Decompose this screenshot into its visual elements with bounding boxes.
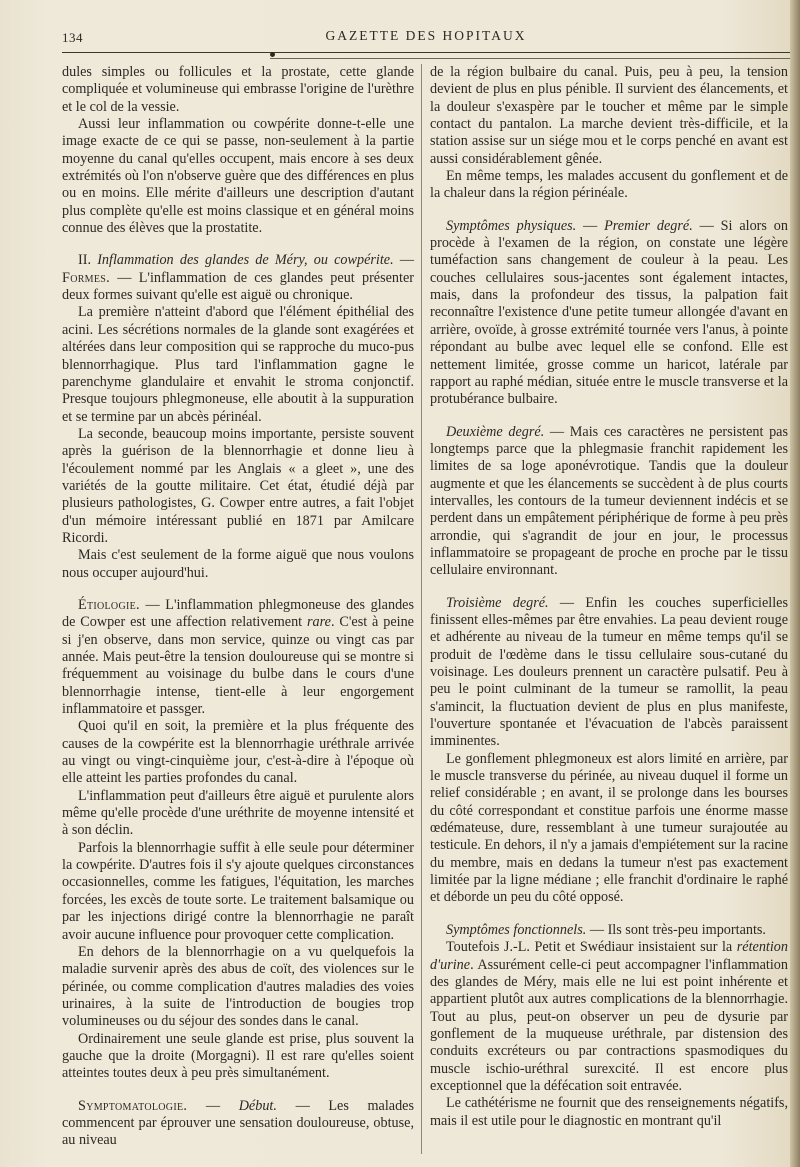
paragraph: Mais c'est seulement de la forme aiguë que nous voulons nous occuper aujourd'hui.: [62, 547, 414, 581]
page-header: [62, 26, 790, 46]
section-heading-paragraph: Étiologie. — L'inflammation phlegmoneuse des glandes de Cowper est une affection relativement rare. C'est à peine si j'en observe, dans mon service, quinze ou vingt cas par année. Mais peut-être la tension douloureuse qui se montre si fréquemment au voisinage du bulbe dans le cours d'une blennorrhagie intense, tient-elle à leur engorgement inflammatoire et passger.: [62, 596, 414, 718]
subsection-label: Début.: [238, 1097, 277, 1114]
paragraph: La première n'atteint d'abord que l'élément épithélial des acini. Les sécrétions normales de la glande sont exagérées et altérées dans leur composition qui se rapproche du muco-pus blennorrhagique. Plus tard l'inflammation gagne le parenchyme glandulaire et envahit le stroma conjonctif. Presque toujours phlegmoneuse, elle aboutit à la suppuration et se termine par un abcès périnéal.: [62, 304, 414, 425]
page-edge-shadow: [790, 0, 800, 1167]
paragraph: L'inflammation peut d'ailleurs être aiguë et purulente alors même qu'elle procède d'une uréthrite de moyenne intensité et à son déclin.: [62, 787, 414, 839]
section-heading-paragraph: Symptômes physiques. — Premier degré. — Si alors on procède à l'examen de la région, on constate une légère tuméfaction sans changement de couleur à la peau. Les couches cellulaires sous-jacentes sont également intactes, mais, dans la profondeur des tissus, la palpation fait reconnaître l'existence d'une petite tumeur allongée d'avant en arrière, ovoïde, à grosse extrémité tournée vers l'anus, à pointe répondant au bulbe avec lequel elle se confond. Elle est nettement limitée, grosse comme un haricot, latérale par rapport au raphé médian, située entre le muscle transverse et la protubérance bulbaire.: [430, 217, 788, 408]
paragraph: de la région bulbaire du canal. Puis, peu à peu, la tension devient de plus en plus pénible. Il survient des élancements, et la douleur s'exaspère par le toucher et même par le simple contact du pantalon. La marche devient très-difficile, et la station assise sur un siége mou et le corps penché en avant est aussi considérablement gênée.: [430, 64, 788, 167]
section-title: Inflammation des glandes de Méry, ou cowpérite.: [97, 252, 394, 269]
subsection-label: Formes.: [62, 269, 110, 286]
section-heading-paragraph: Symptômes fonctionnels. — Ils sont très-peu importants.: [446, 921, 766, 938]
left-column: [62, 64, 414, 1150]
paragraph: Aussi leur inflammation ou cowpérite donne-t-elle une image exacte de ce qui se passe, non-seulement à la partie moyenne du canal qu'elles occupent, mais encore à ses deux extrémités où l'on n'observe guère que des différences en plus ou en moins. Elle mérite d'ailleurs une description d'autant plus complète qu'elle est moins classique et en général moins connue des élèves que la prostatite.: [62, 116, 414, 237]
section-heading-paragraph: II. Inflammation des glandes de Méry, ou cowpérite. — Formes. — L'inflammation de ces glandes peut présenter deux formes suivant qu'elle est aiguë ou chronique.: [62, 252, 415, 304]
section-heading-paragraph: Troisième degré. — Enfin les couches superficielles finissent elles-mêmes par être envahies. La peau devient rouge et adhérente au niveau de la tumeur en même temps qu'il se produit de l'œdème dans le tissu cellulaire sous-cutané du voisinage. Les douleurs prennent un caractère pulsatif. Peu à peu le point culminant de la tumeur se ramollit, la peau s'amincit, la fluctuation devient de plus en plus manifeste, l'ouverture spontanée et l'évacuation de l'abcès paraissent imminentes.: [430, 594, 788, 750]
right-column: [430, 64, 788, 1130]
paragraph: Ordinairement une seule glande est prise, plus souvent la gauche que la droite (Morgagni). Il est rare qu'elles soient atteintes toutes deux à peu près simultanément.: [62, 1030, 414, 1082]
section-heading-paragraph: Symptomatologie. — Début. — Les malades commencent par éprouver une sensation douloureuse, obtuse, au niveau: [62, 1097, 414, 1149]
header-rule-thin: [270, 58, 790, 59]
subsection-label: Symptômes physiques.: [446, 217, 577, 234]
section-number: II.: [78, 252, 91, 269]
paragraph: dules simples ou follicules et la prostate, cette glande compliquée et volumineuse qui embrasse l'origine de l'urèthre et le col de la vessie.: [62, 64, 414, 115]
running-title: GAZETTE DES HOPITAUX: [325, 28, 527, 43]
column-divider: [421, 64, 422, 1154]
subsection-label: Deuxième degré.: [446, 423, 545, 440]
subsection-label: Symptômes fonctionnels.: [446, 921, 587, 938]
paragraph: Quoi qu'il en soit, la première et la plus fréquente des causes de la cowpérite est la blennorrhagie uréthrale arrivée au vingt ou vingt-cinquième jour, c'est-à-dire à l'époque où elle atteint les parties profondes du canal.: [62, 718, 414, 787]
header-rule-ornament: [270, 52, 275, 57]
subsection-label: Premier degré.: [604, 217, 693, 234]
paragraph: Parfois la blennorrhagie suffit à elle seule pour déterminer la cowpérite. D'autres fois il s'y ajoute quelques circonstances occasionnelles, comme les fatigues, l'équitation, les marches forcées, les excès de toute sorte. Le traitement balsamique ou par les injections dirigé contre la blennorrhagie ne paraît avoir aucune influence pour provoquer cette complication.: [62, 839, 414, 943]
subsection-label: Troisième degré.: [446, 594, 549, 611]
page-number: 134: [62, 30, 83, 45]
paragraph: En dehors de la blennorrhagie on a vu quelquefois la maladie survenir après des abus de coït, des violences sur le périnée, ou comme complication d'autres maladies des voies urinaires, à la suite de l'introduction de bougies trop volumineuses ou du séjour des sondes dans le canal.: [62, 943, 414, 1030]
header-rule: [62, 52, 790, 53]
paragraph: La seconde, beaucoup moins importante, persiste souvent après la guérison de la blennorrhagie et donne lieu à l'écoulement nommé par les Anglais « a gleet », une des variétés de la goutte militaire. Cet état, étudié déjà par plusieurs pathologistes, G. Cowper entre autres, a fait l'objet d'un mémoire intéressant publié en 1871 par Amilcare Ricordi.: [62, 425, 414, 546]
section-heading-paragraph: Deuxième degré. — Mais ces caractères ne persistent pas longtemps parce que la phlegmasie franchit rapidement les limites de sa loge aponévrotique. Tandis que la douleur augmente et que les élancements se succèdent à de plus courts intervalles, les contours de la tumeur deviennent indécis et se perdent dans un empâtement périphérique de forme à peu près arrondie, qui s'agrandit de jour en jour, le processus inflammatoire se propageant de proche en proche par le tissu cellulaire environnant.: [430, 423, 788, 579]
paragraph: Toutefois J.-L. Petit et Swédiaur insistaient sur la rétention d'urine. Assurément celle-ci peut accompagner l'inflammation des glandes de Méry, mais elle ne lui est point inhérente et appartient plutôt aux autres complications de la blennorrhagie. Tout au plus, peut-on observer un peu de dysurie par gonflement de la muqueuse uréthrale, par distension des conduits excréteurs ou par contractions spasmodiques du muscle ischio-uréthral surexcité. Il est encore plus exceptionnel que la défécation soit entravée.: [430, 939, 788, 1094]
paragraph: En même temps, les malades accusent du gonflement et de la chaleur dans la région périnéale.: [430, 168, 788, 202]
paragraph: Le cathétérisme ne fournit que des renseignements négatifs, mais il est utile pour le diagnostic en montrant qu'il: [430, 1095, 788, 1129]
subsection-label: Étiologie.: [78, 596, 140, 613]
paragraph: Le gonflement phlegmoneux est alors limité en arrière, par le muscle transverse du périnée, au niveau duquel il forme un relief considérable ; en avant, il se prolonge dans les bourses du côté correspondant et constitue parfois une énorme masse œdémateuse, dure, ressemblant à une tumeur surajoutée au testicule. En dehors, il n'y a jamais d'empiétement sur la racine du membre, mais en dedans la tumeur n'est pas exactement limitée par la ligne médiane ; elle franchit d'ordinaire le raphé et déborde un peu du côté opposé.: [430, 750, 788, 906]
subsection-label: Symptomatologie.: [78, 1097, 188, 1114]
